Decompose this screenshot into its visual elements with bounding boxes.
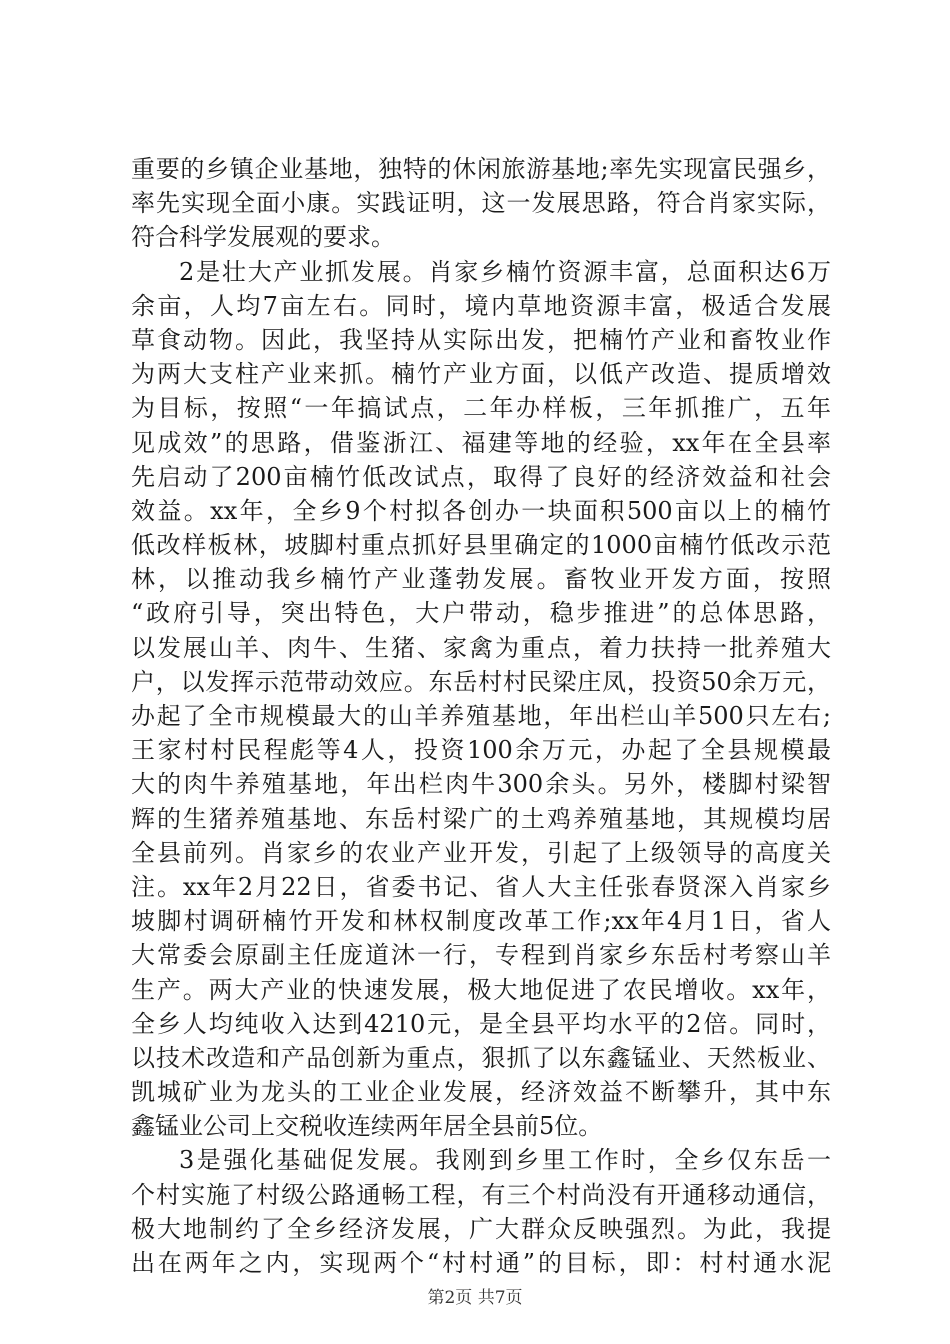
- text-line: 大的肉牛养殖基地，年出栏肉牛300余头。另外，楼脚村梁智: [131, 770, 831, 799]
- text-line: 余亩，人均7亩左右。同时，境内草地资源丰富，极适合发展: [131, 291, 831, 320]
- text-line: “政府引导，突出特色，大户带动，稳步推进”的总体思路，: [131, 599, 831, 628]
- text-line: 王家村村民程彪等4人，投资100余万元，办起了全县规模最: [131, 736, 831, 765]
- text-line: 以技术改造和产品创新为重点，狠抓了以东鑫锰业、天然板业、: [131, 1043, 831, 1072]
- text-line: 见成效”的思路，借鉴浙江、福建等地的经验，xx年在全县率: [131, 428, 831, 457]
- paragraph: [131, 255, 831, 1144]
- text-line: 辉的生猪养殖基地、东岳村梁广的土鸡养殖基地，其规模均居: [131, 804, 831, 833]
- document-body: [131, 152, 831, 1280]
- paragraph: [131, 152, 831, 255]
- text-line: 先启动了200亩楠竹低改试点，取得了良好的经济效益和社会: [131, 462, 831, 491]
- text-line: 坡脚村调研楠竹开发和林权制度改革工作;xx年4月1日，省人: [131, 907, 831, 936]
- text-line: 2是壮大产业抓发展。肖家乡楠竹资源丰富，总面积达6万: [179, 257, 831, 286]
- text-line: 以发展山羊、肉牛、生猪、家禽为重点，着力扶持一批养殖大: [131, 633, 831, 662]
- text-line: 大常委会原副主任庞道沐一行，专程到肖家乡东岳村考察山羊: [131, 941, 831, 970]
- text-line: 效益。xx年，全乡9个村拟各创办一块面积500亩以上的楠竹: [131, 496, 831, 525]
- text-line: 办起了全市规模最大的山羊养殖基地，年出栏山羊500只左右;: [131, 702, 831, 730]
- text-line: 3是强化基础促发展。我刚到乡里工作时，全乡仅东岳一: [179, 1146, 831, 1175]
- text-line: 全县前列。肖家乡的农业产业开发，引起了上级领导的高度关: [131, 838, 831, 867]
- text-line: 全乡人均纯收入达到4210元，是全县平均水平的2倍。同时，: [131, 1009, 831, 1038]
- text-line: 出在两年之内，实现两个“村村通”的目标，即：村村通水泥: [131, 1249, 831, 1277]
- text-line: 凯城矿业为龙头的工业企业发展，经济效益不断攀升，其中东: [131, 1078, 831, 1107]
- text-line: 极大地制约了全乡经济发展，广大群众反映强烈。为此，我提: [131, 1214, 831, 1243]
- paragraph: [131, 1143, 831, 1280]
- text-line: 率先实现全面小康。实践证明，这一发展思路，符合肖家实际，: [131, 189, 831, 218]
- text-line: 草食动物。因此，我坚持从实际出发，把楠竹产业和畜牧业作: [131, 325, 831, 354]
- text-line: 符合科学发展观的要求。: [131, 223, 395, 252]
- text-line: 鑫锰业公司上交税收连续两年居全县前5位。: [131, 1112, 603, 1141]
- text-line: 为两大支柱产业来抓。楠竹产业方面，以低产改造、提质增效: [131, 360, 831, 389]
- text-line: 低改样板林，坡脚村重点抓好县里确定的1000亩楠竹低改示范: [131, 531, 831, 560]
- text-line: 注。xx年2月22日，省委书记、省人大主任张春贤深入肖家乡: [131, 872, 831, 901]
- text-line: 生产。两大产业的快速发展，极大地促进了农民增收。xx年，: [131, 975, 831, 1004]
- text-line: 林，以推动我乡楠竹产业蓬勃发展。畜牧业开发方面，按照: [131, 565, 831, 594]
- text-line: 户，以发挥示范带动效应。东岳村村民梁庄凤，投资50余万元，: [131, 667, 831, 696]
- text-line: 重要的乡镇企业基地，独特的休闲旅游基地;率先实现富民强乡，: [131, 155, 831, 183]
- text-line: 个村实施了村级公路通畅工程，有三个村尚没有开通移动通信，: [131, 1180, 831, 1209]
- page-number: 第2页 共7页: [427, 1288, 523, 1308]
- text-line: 为目标，按照“一年搞试点，二年办样板，三年抓推广，五年: [131, 394, 831, 423]
